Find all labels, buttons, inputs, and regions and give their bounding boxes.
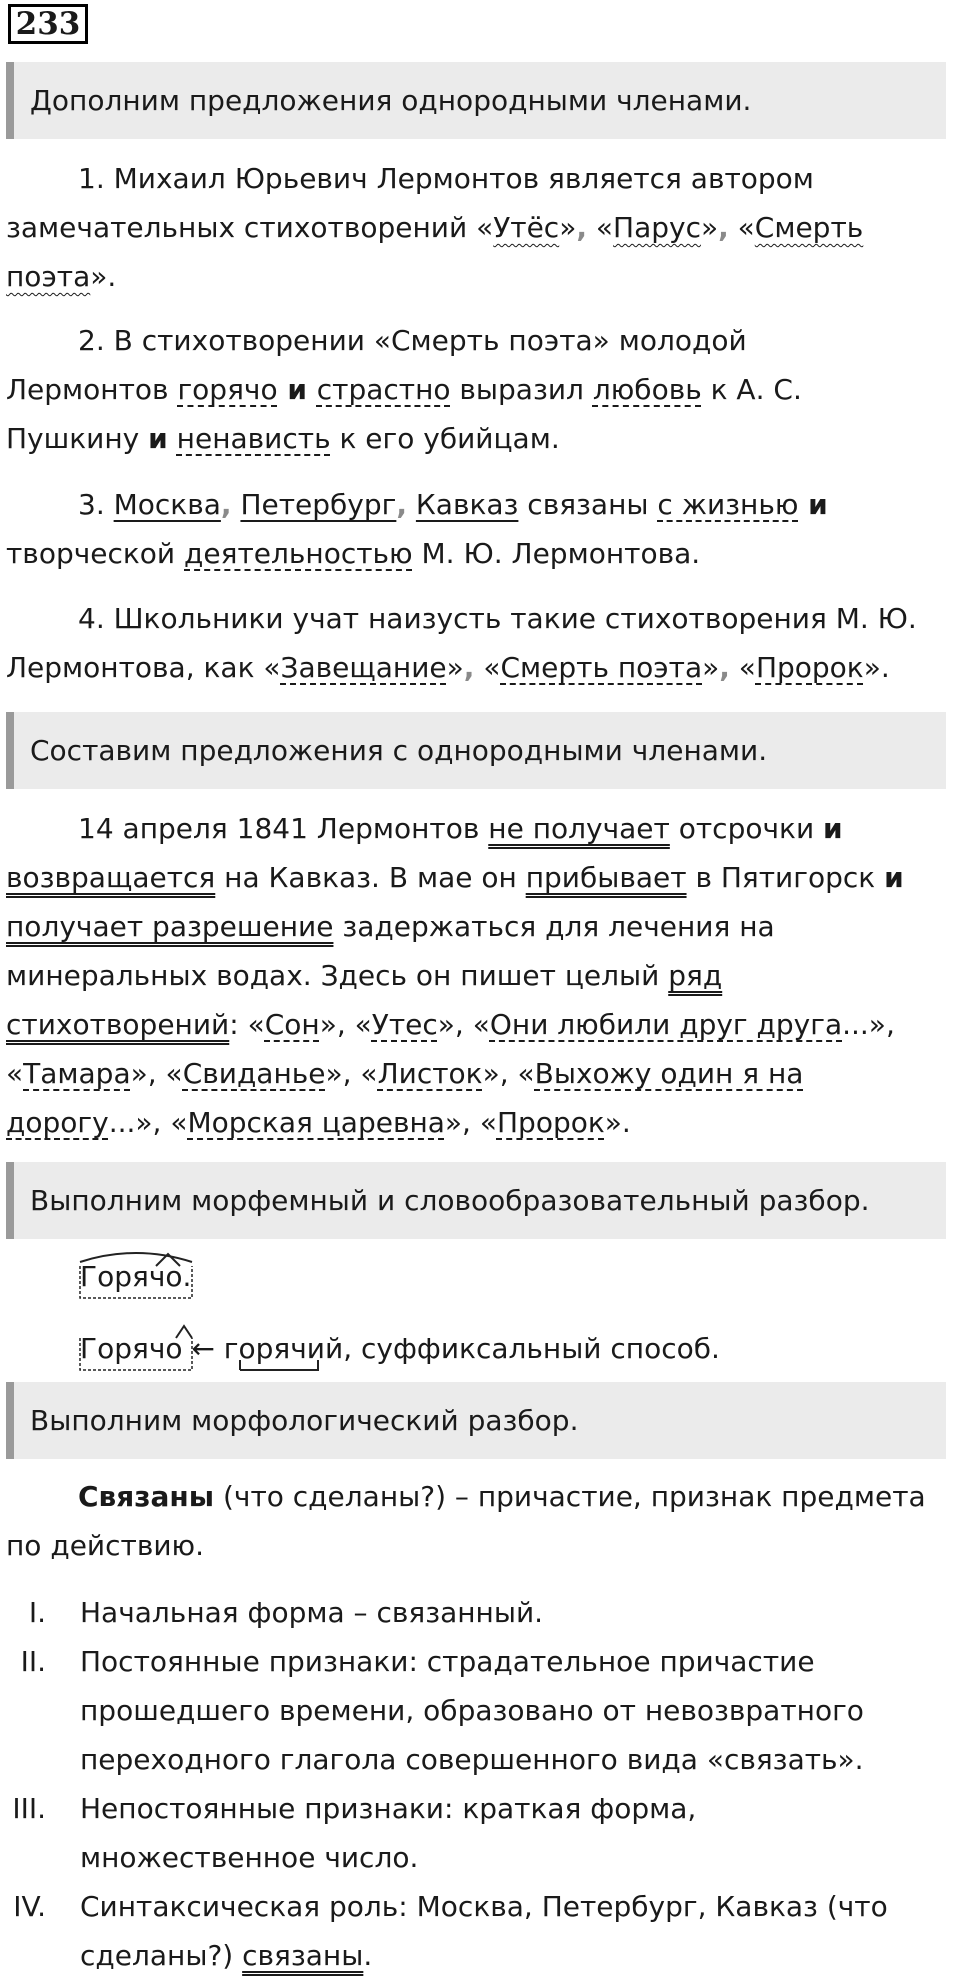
list-item: II. Постоянные признаки: страдательное причастие прошедшего времени, образовано от невозвратного переходного глагола совершенного вида «связать». [6,1637,956,1784]
homogeneous-word: поэта [6,260,91,293]
homogeneous-word: дорогу [6,1106,109,1139]
homogeneous-word: Утес [371,1008,438,1041]
comma-mark: , [718,211,729,244]
p5-line-2: возвращается на Кавказ. В мае он прибывает в Пятигорск и [6,861,904,894]
p5-line-5: стихотворений: «Сон», «Утес», «Они любили друг друга...», [6,1008,895,1041]
paragraph-4 [6,594,956,692]
exercise-number: 233 [8,4,88,44]
predicate-word: не получает [488,812,670,845]
p1-line-2: замечательных стихотворений «Утёс», «Парус», «Смерть [6,211,864,244]
homogeneous-word: Свиданье [182,1057,326,1090]
list-item: IV. Синтаксическая роль: Москва, Петербург, Кавказ (что сделаны?) связаны. [6,1882,956,1980]
derived-word: Горячо [80,1332,183,1365]
conjunction: и [884,861,904,894]
predicate-word: стихотворений [6,1008,230,1041]
p5-line-7: дорогу...», «Морская царевна», «Пророк». [6,1106,631,1139]
homogeneous-word: горячо [177,373,278,406]
homogeneous-word: Пророк [496,1106,605,1139]
p5-line-3: получает разрешение задержаться для лечения на [6,910,775,943]
homogeneous-word: Петербург [240,488,397,521]
homogeneous-word: Кавказ [415,488,519,521]
homogeneous-word: Утёс [493,211,560,244]
comma-mark: , [396,488,407,521]
morpheme-line-2: Горячо ← горячий, суффиксальный способ. [80,1324,720,1373]
homogeneous-word: с жизнью [657,488,799,521]
conjunction: и [823,812,843,845]
section-header-morpheme-analysis: Выполним морфемный и словообразовательный разбор. [6,1162,946,1239]
homogeneous-word: деятельностью [184,537,413,570]
analysis-list [6,1588,956,1980]
homogeneous-word: Пророк [755,651,864,684]
p1-line-3: поэта». [6,260,117,293]
p5-line-4: минеральных водах. Здесь он пишет целый ряд [6,959,723,992]
homogeneous-word: ненависть [176,422,331,455]
arrow-left-icon: ← [191,1332,215,1365]
lead-line-1: Связаны (что сделаны?) – причастие, признак предмета [78,1480,926,1513]
conjunction: и [798,488,828,521]
base-word: горяч [223,1332,307,1365]
comma-mark: , [719,651,730,684]
homogeneous-word: Смерть [754,211,864,244]
predicate-word: ряд [668,959,723,992]
paragraph-3 [6,480,956,578]
p5-line-1: 14 апреля 1841 Лермонтов не получает отсрочки и [78,812,843,845]
homogeneous-word: Сон [264,1008,320,1041]
homogeneous-word: любовь [592,373,702,406]
list-item: III. Непостоянные признаки: краткая форма, множественное число. [6,1784,956,1882]
paragraph-1 [6,154,956,301]
p2-line-3: Пушкину и ненависть к его убийцам. [6,422,560,455]
comma-mark: , [220,488,232,521]
roman-numeral: III. [12,1792,46,1825]
predicate-word: прибывает [525,861,687,894]
morphology-lead [6,1472,956,1570]
stem-root-marks [80,1252,210,1301]
p3-line-2: творческой деятельностью М. Ю. Лермонтова. [6,537,701,570]
comma-mark: , [576,211,587,244]
predicate-word: связаны [242,1939,364,1972]
homogeneous-word: Парус [613,211,701,244]
p2-line-2: Лермонтов горячо и страстно выразил любовь к А. С. [6,373,802,406]
p4-line-1: 4. Школьники учат наизусть такие стихотворения М. Ю. [78,602,917,635]
lead-line-2: по действию. [6,1529,204,1562]
list-item: I. Начальная форма – связанный. [6,1588,956,1637]
p1-line-1: 1. Михаил Юрьевич Лермонтов является автором [78,162,814,195]
section-header-compose-sentences: Составим предложения с однородными членами. [6,712,946,789]
homogeneous-word: Они любили друг друга [489,1008,843,1041]
predicate-word: возвращается [6,861,216,894]
homogeneous-word: Выхожу один я на [534,1057,804,1090]
conjunction: и [277,373,317,406]
morpheme-word: Горячо [80,1260,183,1293]
roman-numeral: I. [28,1596,46,1629]
homogeneous-word: Тамара [23,1057,131,1090]
comma-mark: , [463,651,475,684]
p2-line-1: 2. В стихотворении «Смерть поэта» молодой [78,324,747,357]
homogeneous-word: Москва [113,488,221,521]
morpheme-line-1: Горячо. [80,1252,191,1301]
word-formation-marks [80,1324,380,1373]
roman-numeral: II. [20,1645,46,1678]
p5-line-6: «Тамара», «Свиданье», «Листок», «Выхожу один я на [6,1057,804,1090]
homogeneous-word: страстно [316,373,451,406]
p4-line-2: Лермонтова, как «Завещание», «Смерть поэта», «Пророк». [6,651,890,684]
syntax-role-line: сделаны?) связаны. [80,1939,373,1972]
section-header-morphological-analysis: Выполним морфологический разбор. [6,1382,946,1459]
homogeneous-word: Листок [377,1057,483,1090]
paragraph-2 [6,316,956,463]
section-header-complete-sentences: Дополним предложения однородными членами. [6,62,946,139]
analyzed-word: Связаны [78,1480,215,1513]
homogeneous-word: Смерть поэта [500,651,703,684]
homogeneous-word: Морская царевна [187,1106,445,1139]
conjunction: и [148,422,168,455]
roman-numeral: IV. [13,1890,46,1923]
p3-line-1: 3. Москва, Петербург, Кавказ связаны с жизнью и [78,488,828,521]
paragraph-5 [6,804,956,1147]
homogeneous-word: Завещание [280,651,447,684]
predicate-word: получает разрешение [6,910,334,943]
